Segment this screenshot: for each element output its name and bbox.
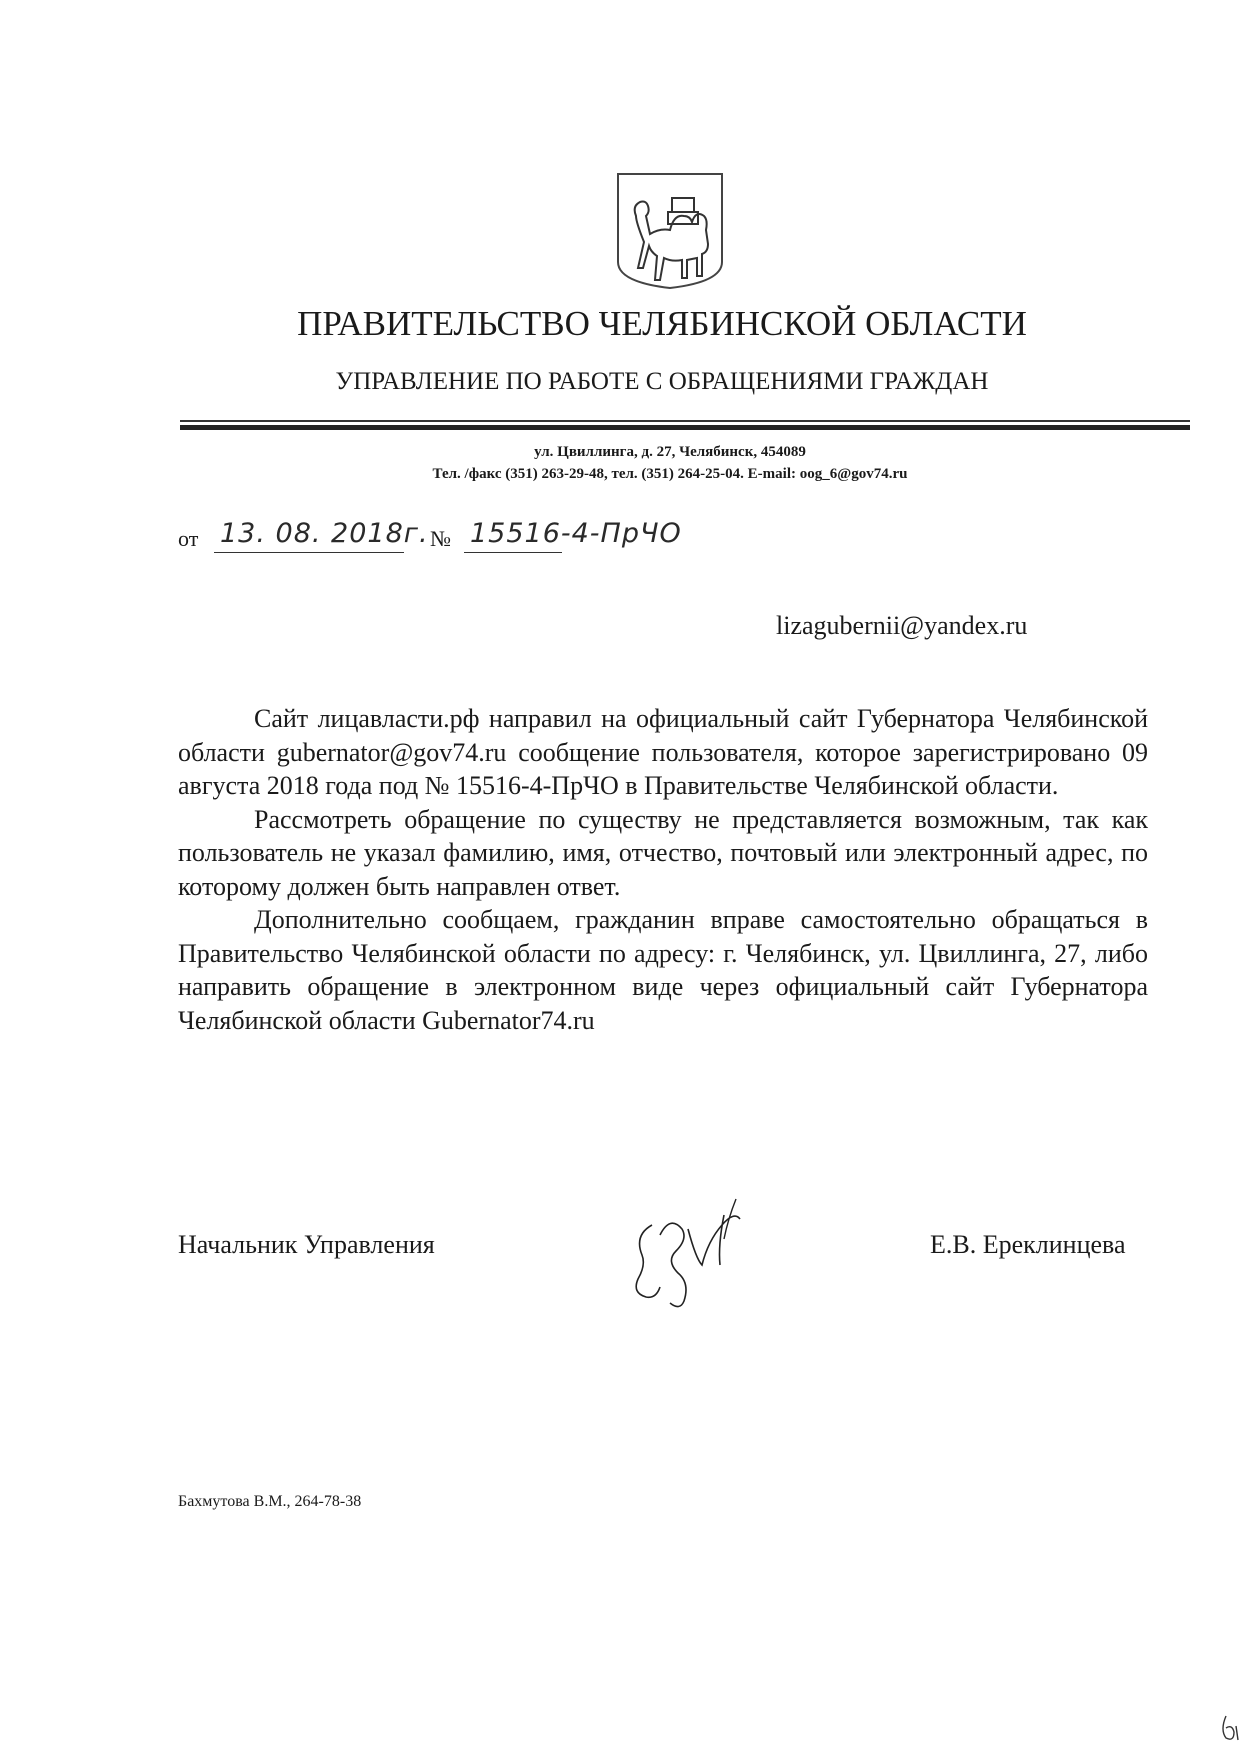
organization-title: ПРАВИТЕЛЬСТВО ЧЕЛЯБИНСКОЙ ОБЛАСТИ bbox=[297, 304, 1027, 343]
signatory-name: Е.В. Ереклинцева bbox=[930, 1230, 1126, 1259]
department-title: УПРАВЛЕНИЕ ПО РАБОТЕ С ОБРАЩЕНИЯМИ ГРАЖДАН bbox=[335, 368, 989, 395]
number-label: № bbox=[430, 526, 451, 551]
signatory-role: Начальник Управления bbox=[178, 1230, 435, 1259]
contacts-line: Тел. /факс (351) 263-29-48, тел. (351) 264-25-04. E-mail: oog_6@gov74.ru bbox=[432, 466, 908, 482]
body-paragraph: Рассмотреть обращение по существу не представляется возможным, так как пользователь не указал фамилию, имя, отчество, почтовый или электронный адрес, по которому должен быть направлен ответ. bbox=[178, 804, 1148, 901]
executor-note: Бахмутова В.М., 264-78-38 bbox=[178, 1493, 362, 1510]
handwritten-signature-icon bbox=[630, 1195, 760, 1315]
reference-line bbox=[178, 518, 738, 558]
reference-number: 15516-4-ПрЧО bbox=[470, 518, 682, 549]
header-divider bbox=[180, 419, 1190, 433]
body-paragraph: Дополнительно сообщаем, гражданин вправе самостоятельно обращаться в Правительство Челябинской области по адресу: г. Челябинск, ул. Цвиллинга, 27, либо направить обращение в электронном виде через официальный сайт Губернатора Челябинской области Gubernator74.ru bbox=[178, 905, 1148, 1035]
body-paragraph: Сайт лицавласти.рф направил на официальный сайт Губернатора Челябинской области gubernator@gov74.ru сообщение пользователя, которое зарегистрировано 09 августа 2018 года под № 15516-4-ПрЧО в Правительстве Челябинской области. bbox=[178, 704, 1148, 800]
letter-body bbox=[178, 702, 1148, 1037]
from-label: от bbox=[178, 526, 199, 551]
recipient-email: lizagubernii@yandex.ru bbox=[776, 611, 1028, 640]
date-underline bbox=[214, 552, 404, 553]
address-line: ул. Цвиллинга, д. 27, Челябинск, 454089 bbox=[534, 444, 806, 460]
coat-of-arms-icon bbox=[614, 170, 726, 290]
handwritten-page-mark bbox=[1218, 1706, 1248, 1746]
number-underline bbox=[464, 552, 562, 553]
reference-date: 13. 08. 2018г. bbox=[220, 518, 429, 549]
